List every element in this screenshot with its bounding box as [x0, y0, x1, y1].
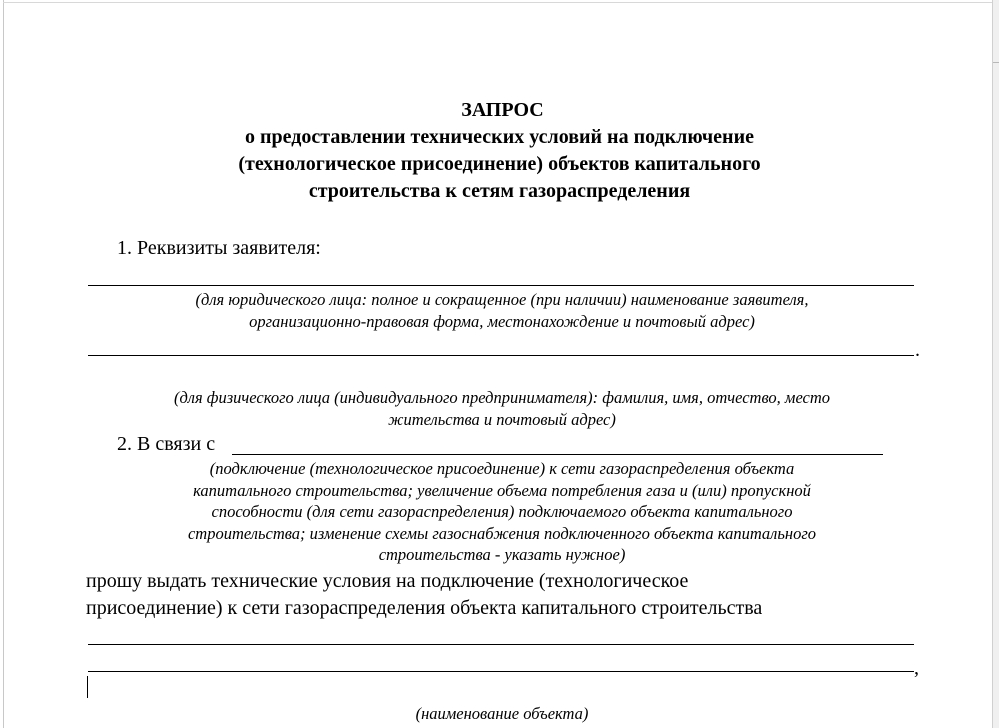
- applicant-entity-fill-line[interactable]: [88, 285, 914, 286]
- text-cursor: [87, 676, 88, 698]
- hint-line: организационно-правовая форма, местонахождение и почтовый адрес): [249, 311, 755, 331]
- hint-line: (для физического лица (индивидуального предпринимателя): фамилия, имя, отчество, место: [173, 388, 831, 407]
- line-end-comma: ,: [914, 657, 919, 679]
- hint-line: жительства и почтовый адрес): [388, 409, 616, 429]
- line-end-dot: .: [915, 339, 920, 361]
- section1-heading: 1. Реквизиты заявителя:: [117, 237, 321, 259]
- legal-entity-hint: [86, 289, 918, 332]
- document-title: ЗАПРОС: [461, 99, 544, 121]
- hint-line: (наименование объекта): [415, 704, 589, 723]
- subtitle-line: строительства к сетям газораспределения: [308, 180, 691, 202]
- object-fill-line[interactable]: [88, 671, 914, 672]
- hint-line: капитального строительства; увеличение объема потребления газа и (или) пропускной: [193, 480, 811, 500]
- hint-line: (для юридического лица: полное и сокращенное (при наличии) наименование заявителя,: [195, 290, 809, 309]
- reason-fill-line[interactable]: [232, 454, 883, 455]
- section2-heading: 2. В связи с: [117, 433, 216, 455]
- subtitle-line: (технологическое присоединение) объектов капитального: [238, 153, 761, 175]
- reason-hint: [86, 458, 918, 566]
- object-name-hint: [86, 703, 918, 725]
- hint-line: способности (для сети газораспределения) подключаемого объекта капитального: [211, 502, 793, 521]
- request-text-line: прошу выдать технические условия на подключение (технологическое: [86, 570, 689, 592]
- document-title-block: [0, 97, 999, 205]
- subtitle-line: о предоставлении технических условий на подключение: [245, 126, 754, 148]
- hint-line: строительства - указать нужное): [378, 545, 626, 564]
- individual-hint: [86, 387, 918, 430]
- hint-line: строительства; изменение схемы газоснабжения подключенного объекта капитального: [187, 523, 817, 543]
- request-text-line: присоединение) к сети газораспределения объекта капитального строительства: [86, 597, 763, 619]
- hint-line: (подключение (технологическое присоединение) к сети газораспределения объекта: [209, 459, 795, 478]
- object-fill-line[interactable]: [88, 644, 914, 645]
- applicant-address-fill-line[interactable]: [88, 355, 914, 356]
